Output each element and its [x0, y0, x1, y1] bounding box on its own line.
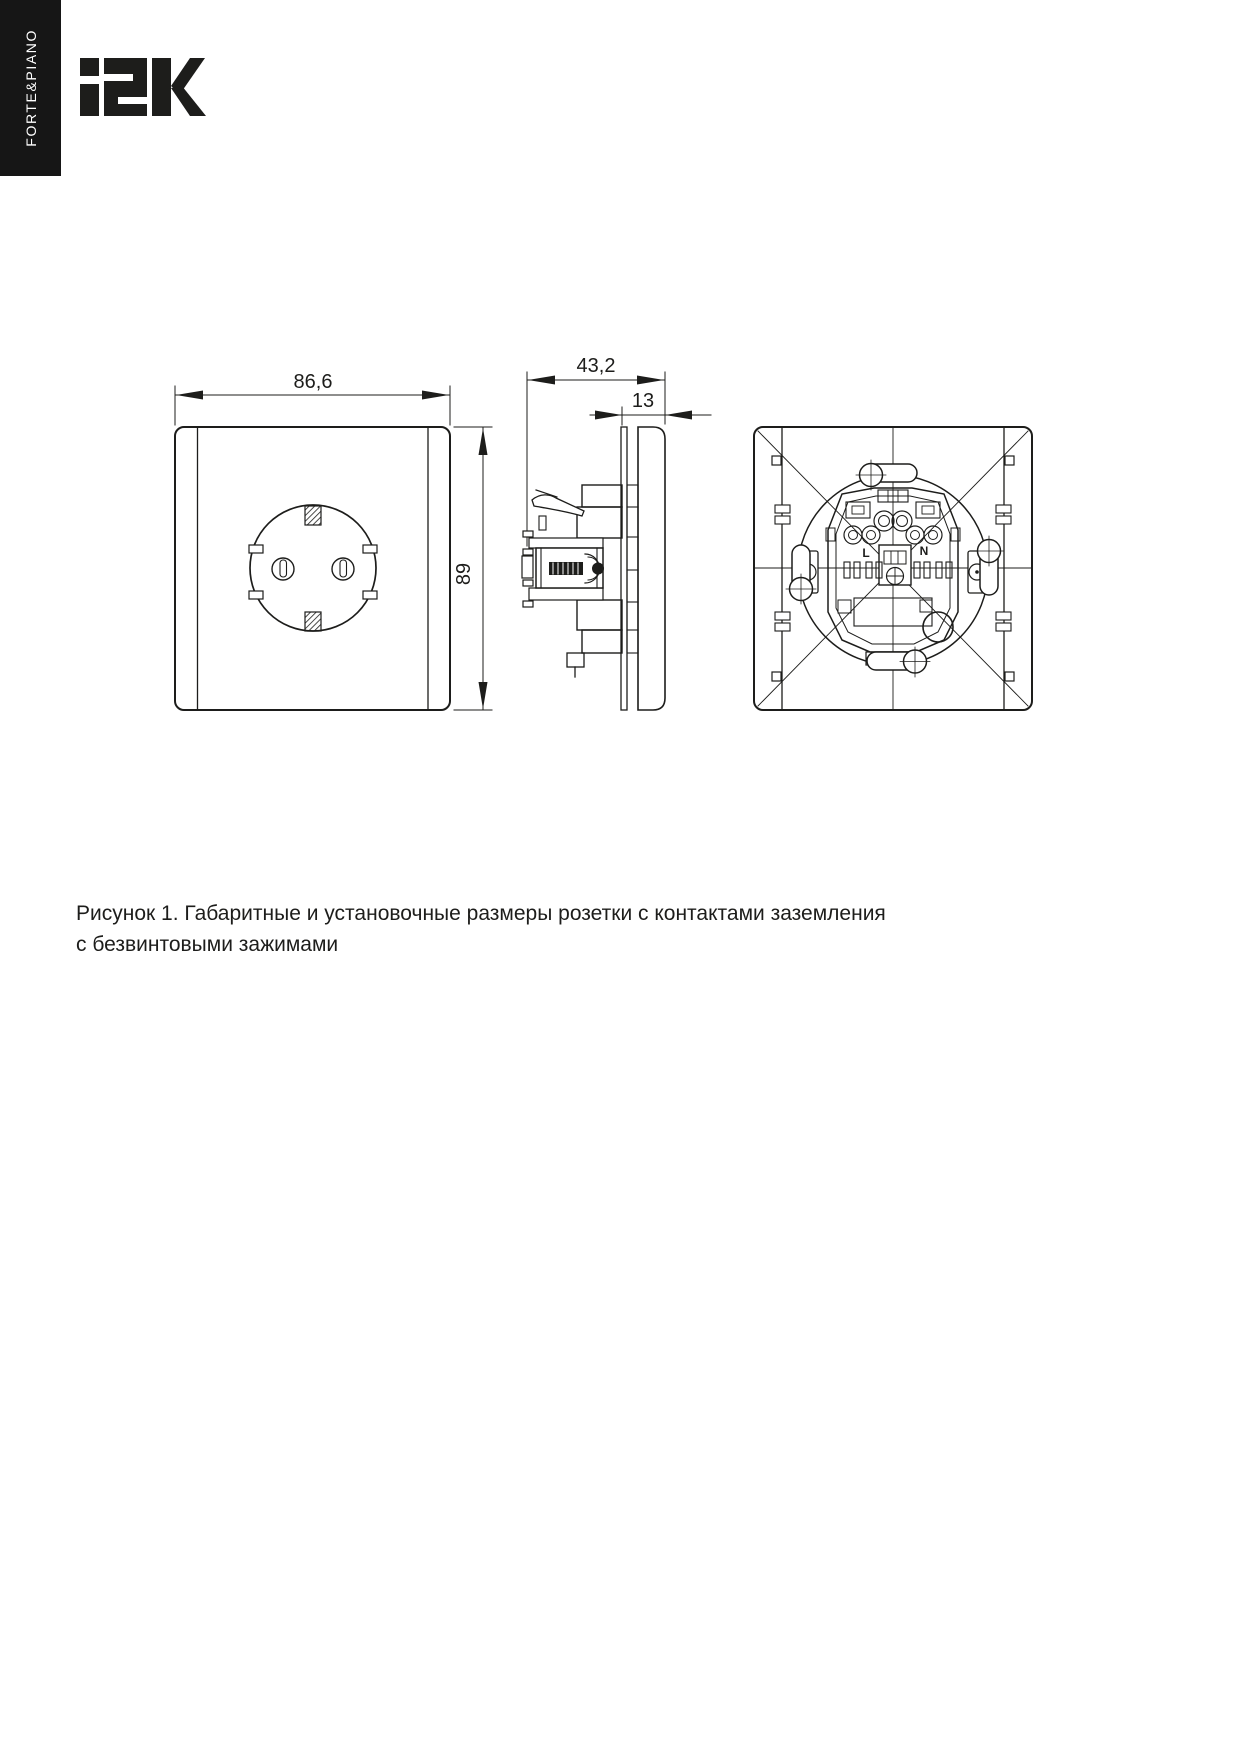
dim-label-front-width: 86,6: [293, 371, 333, 393]
ground-clips: [305, 506, 321, 631]
front-plate-outline: [175, 427, 450, 710]
side-cover-profile: [638, 427, 665, 710]
side-view: [522, 355, 711, 710]
rear-view: [754, 427, 1032, 710]
terminal-label-neutral: N: [919, 544, 929, 558]
dim-front-width: [175, 371, 450, 425]
front-view: [175, 371, 492, 710]
side-support-plate: [621, 427, 627, 710]
socket-side-notches: [249, 545, 377, 599]
dim-label-front-height: 89: [453, 562, 475, 586]
socket-pin-holes: [272, 558, 354, 580]
dim-label-side-depth: 43,2: [576, 355, 616, 377]
terminal-label-line: L: [862, 546, 870, 560]
dim-front-height: [453, 427, 492, 710]
side-housing-steps: [627, 485, 638, 653]
dim-label-side-plate-depth: 13: [631, 390, 655, 412]
side-bottom-hook: [567, 653, 584, 677]
claw-screw-head: [592, 563, 604, 575]
figure-caption-line1: Рисунок 1. Габаритные и установочные размеры розетки с контактами заземления: [76, 902, 886, 925]
figure-caption: [76, 898, 1016, 960]
brand-banner-text: FORTE&PIANO: [22, 29, 39, 147]
figure-caption-line2: с безвинтовыми зажимами: [76, 933, 339, 956]
side-mechanism-box: [536, 548, 604, 588]
dim-side-plate-depth: [590, 390, 711, 425]
side-top-claw: [532, 490, 584, 530]
rear-center-block: [879, 545, 911, 585]
